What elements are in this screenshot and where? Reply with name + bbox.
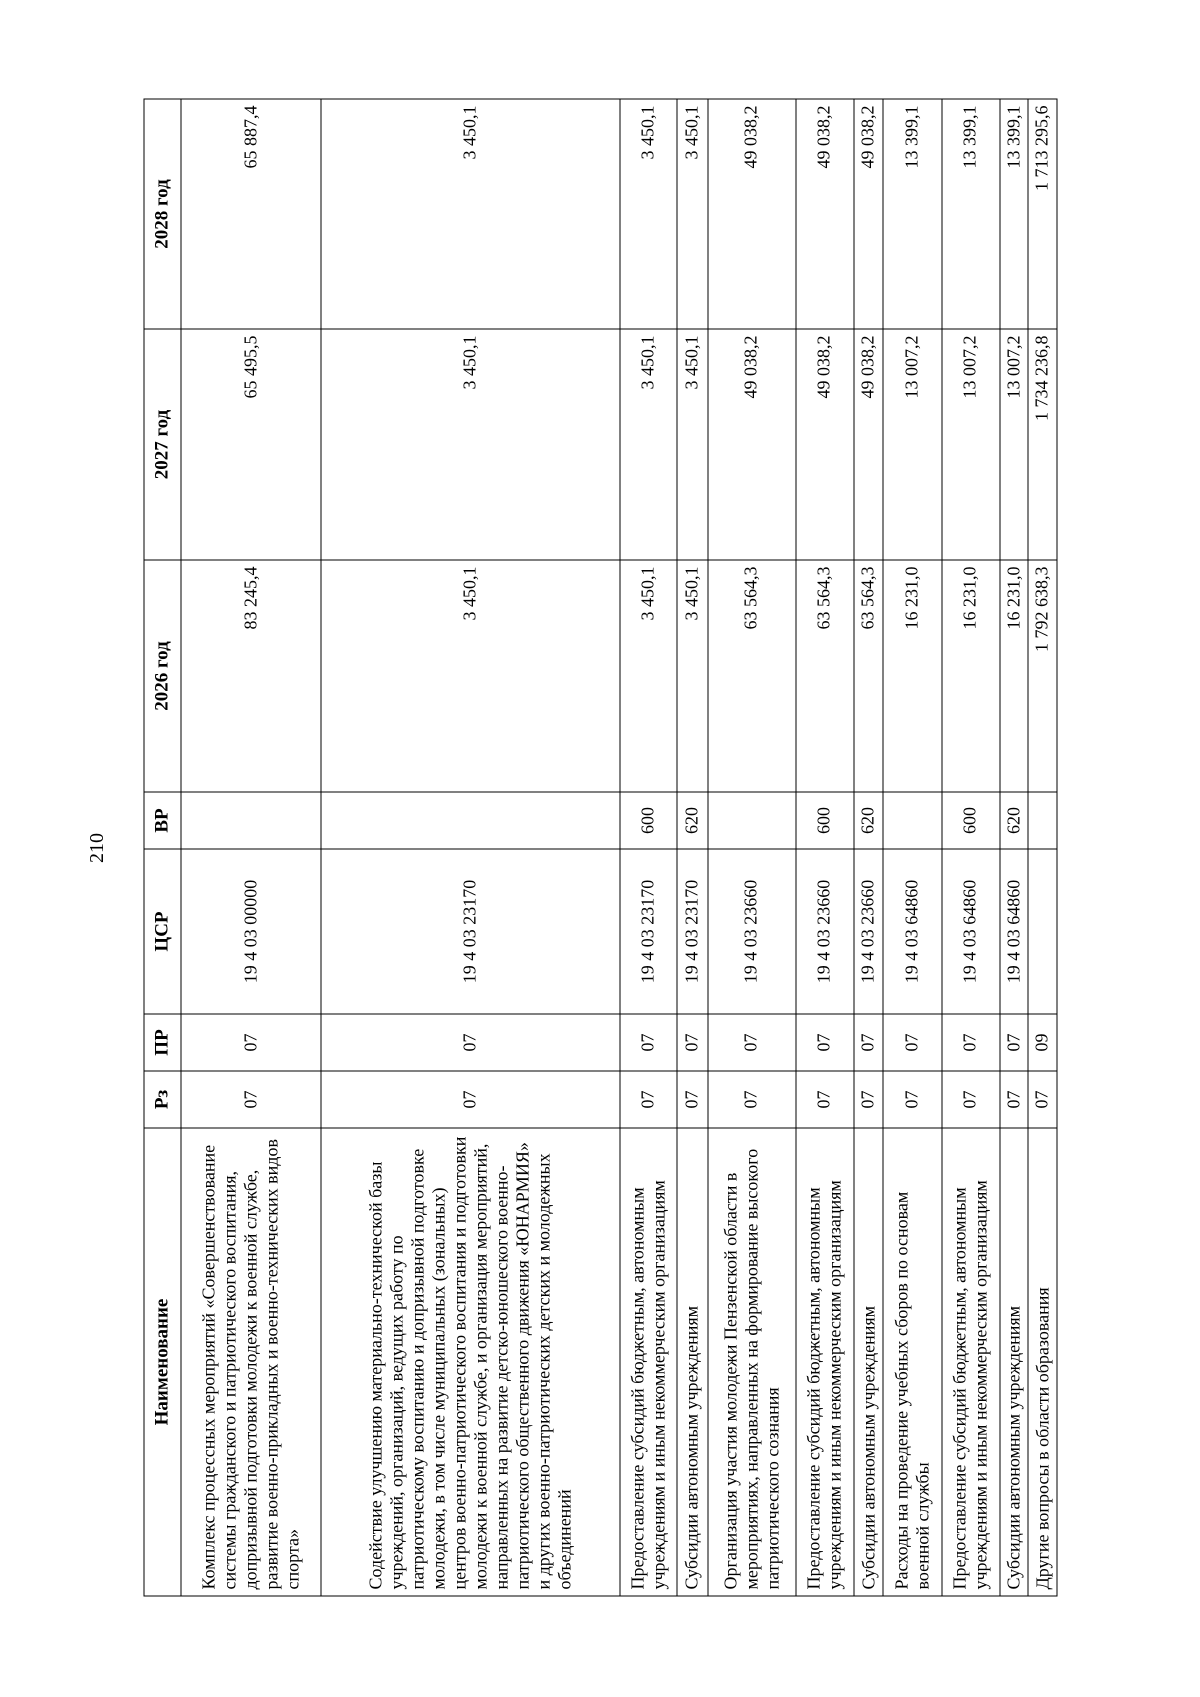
- cell-vr: [181, 792, 321, 849]
- table-row: [707, 99, 795, 1596]
- cell-name: Субсидии автономным учреждениям: [677, 1128, 708, 1596]
- cell-pr: 07: [707, 1014, 795, 1071]
- cell-2027: 49 038,2: [707, 329, 795, 560]
- cell-2026: 3 450,1: [320, 560, 619, 792]
- header-pr: ПР: [144, 1014, 181, 1071]
- table-row: [853, 99, 883, 1596]
- cell-name: Содействие улучшению материально-технической базы учреждений, организаций, ведущих работу по патриотическому воспитанию и допризывной подготовке молодежи, в том числе муниципальных (зональных) центров военно-патриотического воспитания и подготовки молодежи к военной службе, и организация мероприятий, направленных на развитие детско-юношеского военно-патриотического общественного движения «ЮНАРМИЯ» и других военно-патриотических детских и молодежных объединений: [320, 1128, 619, 1596]
- cell-csr: 19 4 03 64860: [999, 849, 1028, 1014]
- cell-2027: 3 450,1: [320, 329, 619, 560]
- cell-2028: 65 887,4: [181, 99, 321, 329]
- cell-pr: 07: [320, 1014, 619, 1071]
- cell-rz: 07: [883, 1071, 941, 1128]
- cell-2028: 13 399,1: [883, 99, 941, 329]
- cell-pr: 07: [795, 1014, 853, 1071]
- cell-2028: 49 038,2: [707, 99, 795, 329]
- cell-rz: 07: [999, 1071, 1028, 1128]
- cell-2026: 16 231,0: [883, 560, 941, 792]
- cell-2026: 1 792 638,3: [1028, 560, 1057, 792]
- cell-2027: 49 038,2: [795, 329, 853, 560]
- cell-2027: 13 007,2: [999, 329, 1028, 560]
- header-2026: 2026 год: [144, 560, 181, 792]
- cell-name: Субсидии автономным учреждениям: [853, 1128, 883, 1596]
- header-name: Наименование: [144, 1128, 181, 1596]
- cell-vr: [320, 792, 619, 849]
- rotated-page-content: [143, 100, 1057, 1597]
- cell-2026: 63 564,3: [853, 560, 883, 792]
- cell-2026: 16 231,0: [999, 560, 1028, 792]
- page-number: 210: [86, 833, 108, 863]
- table-row: [320, 99, 619, 1596]
- cell-pr: 07: [941, 1014, 999, 1071]
- cell-2027: 49 038,2: [853, 329, 883, 560]
- cell-vr: 620: [999, 792, 1028, 849]
- table-row: [883, 99, 941, 1596]
- cell-rz: 07: [853, 1071, 883, 1128]
- cell-csr: 19 4 03 23170: [677, 849, 708, 1014]
- cell-pr: 07: [999, 1014, 1028, 1071]
- cell-csr: 19 4 03 23660: [853, 849, 883, 1014]
- cell-rz: 07: [795, 1071, 853, 1128]
- cell-csr: 19 4 03 64860: [883, 849, 941, 1014]
- cell-2028: 49 038,2: [853, 99, 883, 329]
- cell-name: Организация участия молодежи Пензенской области в мероприятиях, направленных на формирование высокого патриотического сознания: [707, 1128, 795, 1596]
- cell-2026: 83 245,4: [181, 560, 321, 792]
- cell-csr: [1028, 849, 1057, 1014]
- cell-vr: 620: [677, 792, 708, 849]
- cell-2026: 63 564,3: [707, 560, 795, 792]
- cell-name: Расходы на проведение учебных сборов по основам военной службы: [883, 1128, 941, 1596]
- cell-vr: [707, 792, 795, 849]
- cell-2027: 3 450,1: [620, 329, 677, 560]
- cell-pr: 07: [883, 1014, 941, 1071]
- cell-pr: 07: [853, 1014, 883, 1071]
- cell-pr: 07: [677, 1014, 708, 1071]
- cell-2026: 3 450,1: [620, 560, 677, 792]
- cell-csr: 19 4 03 23170: [320, 849, 619, 1014]
- cell-vr: 620: [853, 792, 883, 849]
- cell-name: Субсидии автономным учреждениям: [999, 1128, 1028, 1596]
- cell-rz: 07: [320, 1071, 619, 1128]
- cell-2028: 13 399,1: [941, 99, 999, 329]
- header-rz: Рз: [144, 1071, 181, 1128]
- cell-2026: 63 564,3: [795, 560, 853, 792]
- header-2028: 2028 год: [144, 99, 181, 329]
- cell-name: Комплекс процессных мероприятий «Совершенствование системы гражданского и патриотического воспитания, допризывной подготовки молодежи к военной службе, развитие военно-прикладных и военно-технических видов спорта»: [181, 1128, 321, 1596]
- cell-2028: 1 713 295,6: [1028, 99, 1057, 329]
- cell-2028: 13 399,1: [999, 99, 1028, 329]
- cell-pr: 09: [1028, 1014, 1057, 1071]
- table-row: [677, 99, 708, 1596]
- cell-2026: 3 450,1: [677, 560, 708, 792]
- cell-rz: 07: [620, 1071, 677, 1128]
- cell-pr: 07: [620, 1014, 677, 1071]
- table-row: [999, 99, 1028, 1596]
- table-header-row: [144, 99, 181, 1596]
- cell-csr: 19 4 03 64860: [941, 849, 999, 1014]
- cell-2027: 65 495,5: [181, 329, 321, 560]
- cell-name: Другие вопросы в области образования: [1028, 1128, 1057, 1596]
- cell-vr: 600: [620, 792, 677, 849]
- cell-pr: 07: [181, 1014, 321, 1071]
- cell-rz: 07: [707, 1071, 795, 1128]
- cell-vr: [883, 792, 941, 849]
- header-csr: ЦСР: [144, 849, 181, 1014]
- cell-2028: 3 450,1: [677, 99, 708, 329]
- cell-2027: 1 734 236,8: [1028, 329, 1057, 560]
- cell-rz: 07: [941, 1071, 999, 1128]
- cell-name: Предоставление субсидий бюджетным, автономным учреждениям и иным некоммерческим организациям: [620, 1128, 677, 1596]
- cell-csr: 19 4 03 00000: [181, 849, 321, 1014]
- cell-2028: 49 038,2: [795, 99, 853, 329]
- cell-2028: 3 450,1: [620, 99, 677, 329]
- cell-name: Предоставление субсидий бюджетным, автономным учреждениям и иным некоммерческим организациям: [795, 1128, 853, 1596]
- table-row: [795, 99, 853, 1596]
- cell-2027: 13 007,2: [883, 329, 941, 560]
- cell-vr: 600: [795, 792, 853, 849]
- cell-name: Предоставление субсидий бюджетным, автономным учреждениям и иным некоммерческим организациям: [941, 1128, 999, 1596]
- header-vr: ВР: [144, 792, 181, 849]
- cell-csr: 19 4 03 23170: [620, 849, 677, 1014]
- cell-2026: 16 231,0: [941, 560, 999, 792]
- table-row: [1028, 99, 1057, 1596]
- table-row: [941, 99, 999, 1596]
- budget-table: [143, 99, 1057, 1597]
- cell-2027: 3 450,1: [677, 329, 708, 560]
- cell-vr: [1028, 792, 1057, 849]
- header-2027: 2027 год: [144, 329, 181, 560]
- cell-csr: 19 4 03 23660: [707, 849, 795, 1014]
- cell-rz: 07: [181, 1071, 321, 1128]
- cell-2027: 13 007,2: [941, 329, 999, 560]
- table-row: [620, 99, 677, 1596]
- table-row: [181, 99, 321, 1596]
- cell-rz: 07: [677, 1071, 708, 1128]
- cell-csr: 19 4 03 23660: [795, 849, 853, 1014]
- cell-vr: 600: [941, 792, 999, 849]
- cell-rz: 07: [1028, 1071, 1057, 1128]
- cell-2028: 3 450,1: [320, 99, 619, 329]
